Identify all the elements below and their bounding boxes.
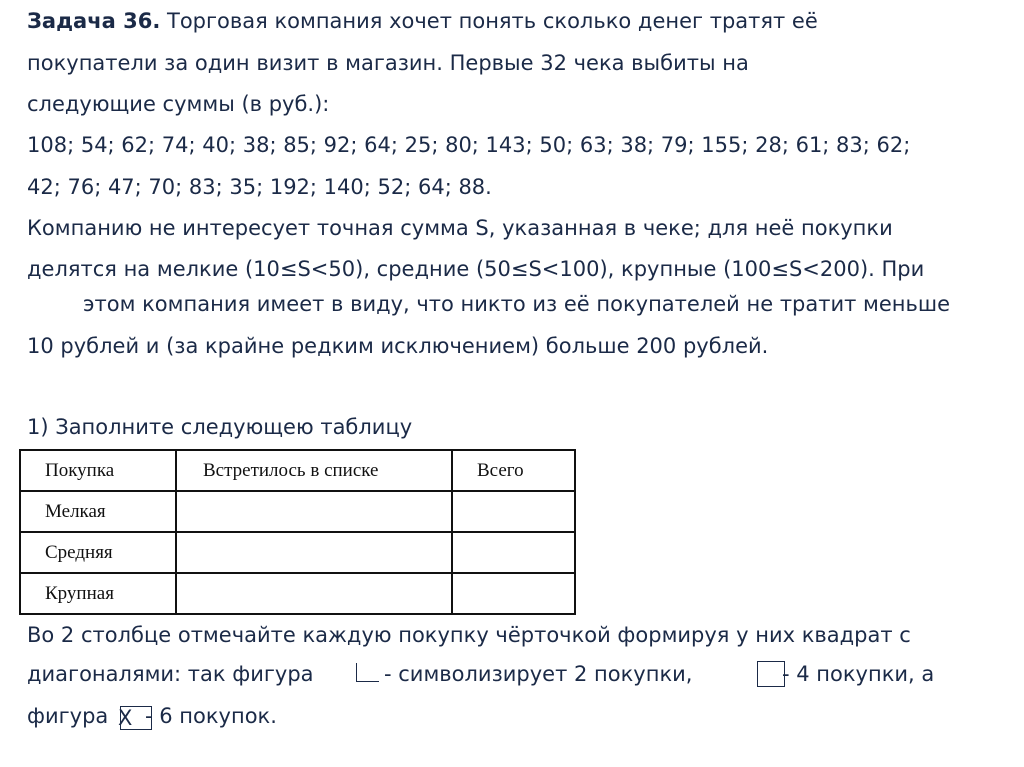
cell-large-tally[interactable]	[176, 573, 452, 614]
task-line-9: 10 рублей и (за крайне редким исключением) больше 200 рублей.	[27, 334, 769, 358]
amounts-line-2: 42; 76; 47; 70; 83; 35; 192; 140; 52; 64; 88.	[27, 175, 492, 199]
task-line-1	[27, 7, 818, 35]
cell-small-tally[interactable]	[176, 491, 452, 532]
cell-small-total[interactable]	[452, 491, 575, 532]
task-line-6: Компанию не интересует точная сумма S, указанная в чеке; для неё покупки	[27, 216, 893, 240]
question-1: 1) Заполните следующею таблицу	[27, 415, 413, 439]
instruction-line-2b: - символизирует 2 покупки,	[384, 662, 693, 686]
task-line-7: делятся на мелкие (10≤S<50), средние (50≤S<100), крупные (100≤S<200). При	[27, 257, 925, 281]
six-purchases-x-glyph: X	[118, 706, 133, 730]
header-purchase: Покупка	[20, 450, 176, 491]
cell-large-total[interactable]	[452, 573, 575, 614]
two-purchases-figure-icon	[356, 663, 379, 682]
amounts-line-1: 108; 54; 62; 74; 40; 38; 85; 92; 64; 25; 80; 143; 50; 63; 38; 79; 155; 28; 61; 83; 62;	[27, 133, 911, 157]
instruction-line-1: Во 2 столбце отмечайте каждую покупку чёрточкой формируя у них квадрат с	[27, 623, 911, 647]
header-found-in-list: Встретилось в списке	[176, 450, 452, 491]
task-line-3: следующие суммы (в руб.):	[27, 92, 330, 116]
row-label-medium: Средняя	[20, 532, 176, 573]
row-label-large: Крупная	[20, 573, 176, 614]
table-header-row	[20, 450, 575, 491]
task-line-8: этом компания имеет в виду, что никто из её покупателей не тратит меньше	[83, 292, 951, 316]
row-label-small: Мелкая	[20, 491, 176, 532]
four-purchases-square-icon	[757, 661, 785, 687]
task-line-2: покупатели за один визит в магазин. Первые 32 чека выбиты на	[27, 51, 749, 75]
purchase-table	[19, 449, 576, 615]
instruction-line-3b: - 6 покупок.	[145, 704, 277, 728]
table-row	[20, 491, 575, 532]
instruction-line-2c: - 4 покупки, а	[782, 662, 935, 686]
header-total: Всего	[452, 450, 575, 491]
instruction-line-3a: фигура	[27, 704, 109, 728]
cell-medium-tally[interactable]	[176, 532, 452, 573]
task-line-1-text: Торговая компания хочет понять сколько денег тратят её	[160, 9, 818, 33]
cell-medium-total[interactable]	[452, 532, 575, 573]
table-row	[20, 573, 575, 614]
instruction-line-2a: диагоналями: так фигура	[27, 662, 314, 686]
task-title: Задача 36.	[27, 9, 161, 33]
table-row	[20, 532, 575, 573]
